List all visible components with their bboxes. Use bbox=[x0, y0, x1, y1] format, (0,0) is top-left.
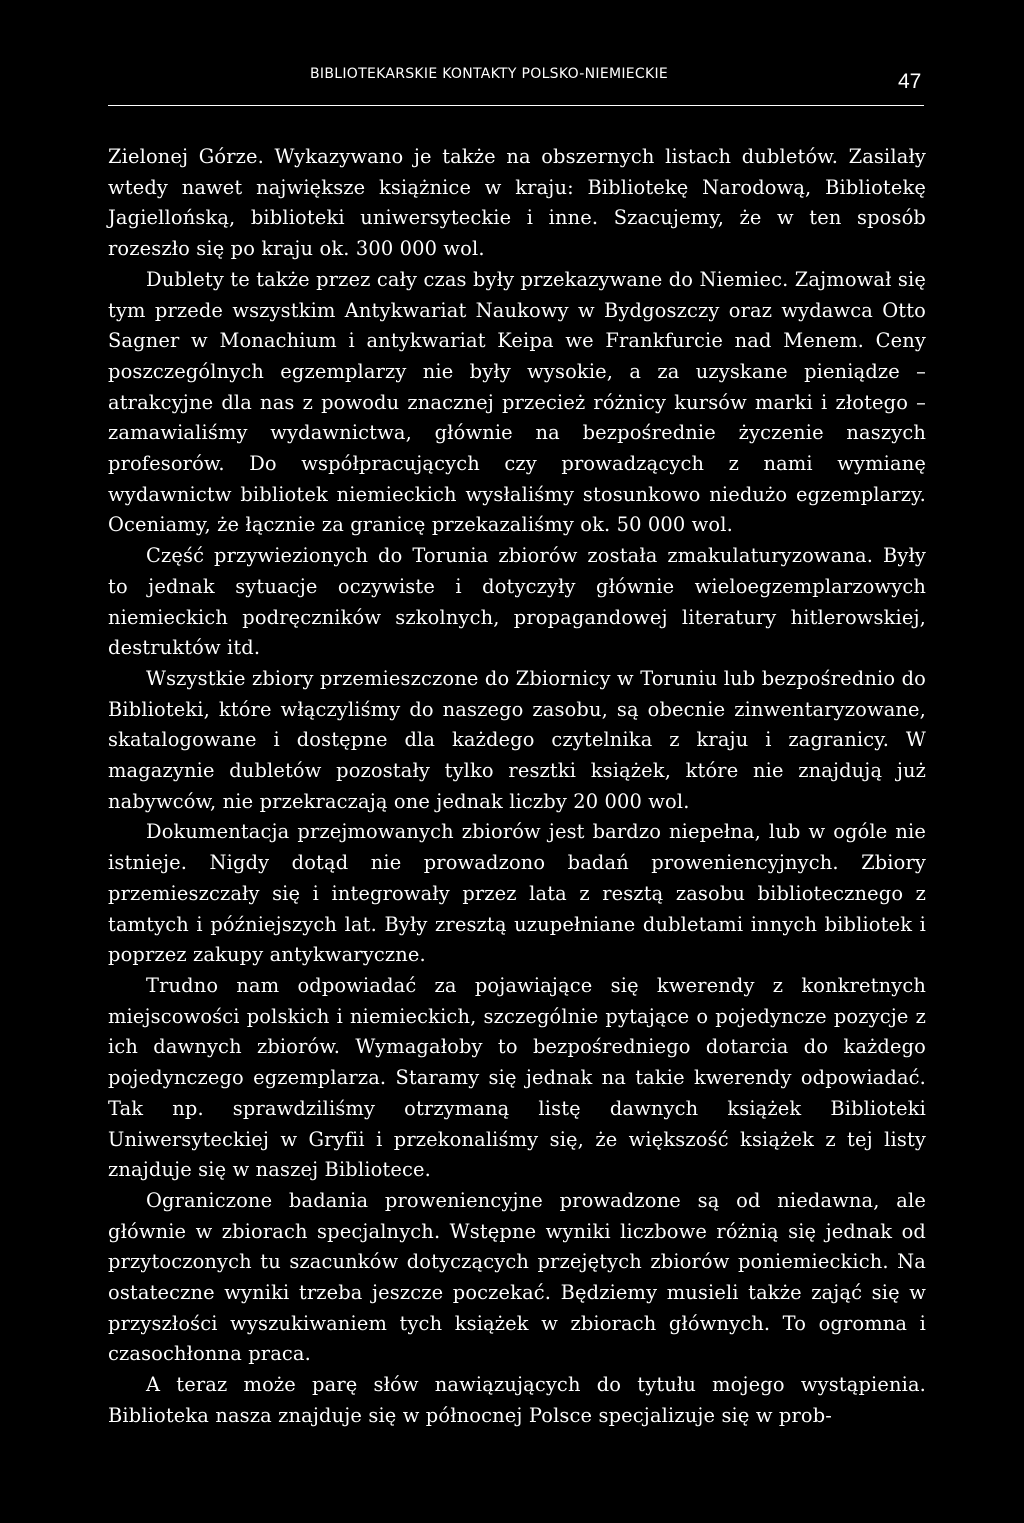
header-rule bbox=[108, 105, 924, 106]
paragraph: Dublety te także przez cały czas były przekazywane do Niemiec. Zajmował się tym przede wszystkim Antykwariat Naukowy w Bydgoszczy oraz wydawca Otto Sagner w Monachium i antykwariat Keipa we Frankfurcie nad Menem. Ceny poszczególnych egzemplarzy nie były wysokie, a za uzyskane pieniądze – atrakcyjne dla nas z powodu znacznej przecież różnicy kursów marki i złotego – zamawialiśmy wydawnictwa, głównie na bezpośrednie życzenie naszych profesorów. Do współpracujących czy prowadzących z nami wymianę wydawnictw bibliotek niemieckich wysłaliśmy stosunkowo niedużo egzemplarzy. Oceniamy, że łącznie za granicę przekazaliśmy ok. 50 000 wol. bbox=[108, 267, 926, 537]
paragraph: Dokumentacja przejmowanych zbiorów jest bardzo niepełna, lub w ogóle nie istnieje. Nigdy dotąd nie prowadzono badań proweniencyjnych. Zbiory przemieszczały się i integrowały przez lata z resztą zasobu bibliotecznego z tamtych i późniejszych lat. Były zresztą uzupełniane dubletami innych bibliotek i poprzez zakupy antykwaryczne. bbox=[108, 820, 926, 967]
paragraph: Część przywiezionych do Torunia zbiorów została zmakulaturyzowana. Były to jednak sytuacje oczywiste i dotyczyły głównie wieloegzemplarzowych niemieckich podręczników szkolnych, propagandowej literatury hitlerowskiej, destruktów itd. bbox=[108, 544, 926, 660]
paragraph: Trudno nam odpowiadać za pojawiające się kwerendy z konkretnych miejscowości polskich i niemieckich, szczególnie pytające o pojedyncze pozycje z ich dawnych zbiorów. Wymagałoby to bezpośredniego dotarcia do każdego pojedynczego egzemplarza. Staramy się jednak na takie kwerendy odpowiadać. Tak np. sprawdziliśmy otrzymaną listę dawnych książek Biblioteki Uniwersyteckiej w Gryfii i przekonaliśmy się, że większość książek z tej listy znajduje się w naszej Bibliotece. bbox=[108, 973, 926, 1182]
page-number: 47 bbox=[898, 70, 922, 93]
body-text bbox=[108, 142, 926, 1432]
running-head-title: BIBLIOTEKARSKIE KONTAKTY POLSKO-NIEMIECKIE bbox=[310, 66, 669, 82]
paragraph: Ograniczone badania proweniencyjne prowadzone są od niedawna, ale głównie w zbiorach specjalnych. Wstępne wyniki liczbowe różnią się jednak od przytoczonych tu szacunków dotyczących przejętych zbiorów poniemieckich. Na ostateczne wyniki trzeba jeszcze poczekać. Będziemy musieli także zająć się w przyszłości wyszukiwaniem tych książek w zbiorach głównych. To ogromna i czasochłonna praca. bbox=[108, 1188, 926, 1366]
paragraph: A teraz może parę słów nawiązujących do tytułu mojego wystąpienia. Biblioteka nasza znajduje się w północnej Polsce specjalizuje się w prob- bbox=[108, 1373, 926, 1427]
paragraph: Zielonej Górze. Wykazywano je także na obszernych listach dubletów. Zasilały wtedy nawet największe książnice w kraju: Bibliotekę Narodową, Bibliotekę Jagiellońską, biblioteki uniwersyteckie i inne. Szacujemy, że w ten sposób rozeszło się po kraju ok. 300 000 wol. bbox=[108, 145, 926, 261]
paragraph: Wszystkie zbiory przemieszczone do Zbiornicy w Toruniu lub bezpośrednio do Biblioteki, które włączyliśmy do naszego zasobu, są obecnie zinwentaryzowane, skatalogowane i dostępne dla każdego czytelnika z kraju i zagranicy. W magazynie dubletów pozostały tylko resztki książek, które nie znajdują już nabywców, nie przekraczają one jednak liczby 20 000 wol. bbox=[108, 666, 926, 813]
